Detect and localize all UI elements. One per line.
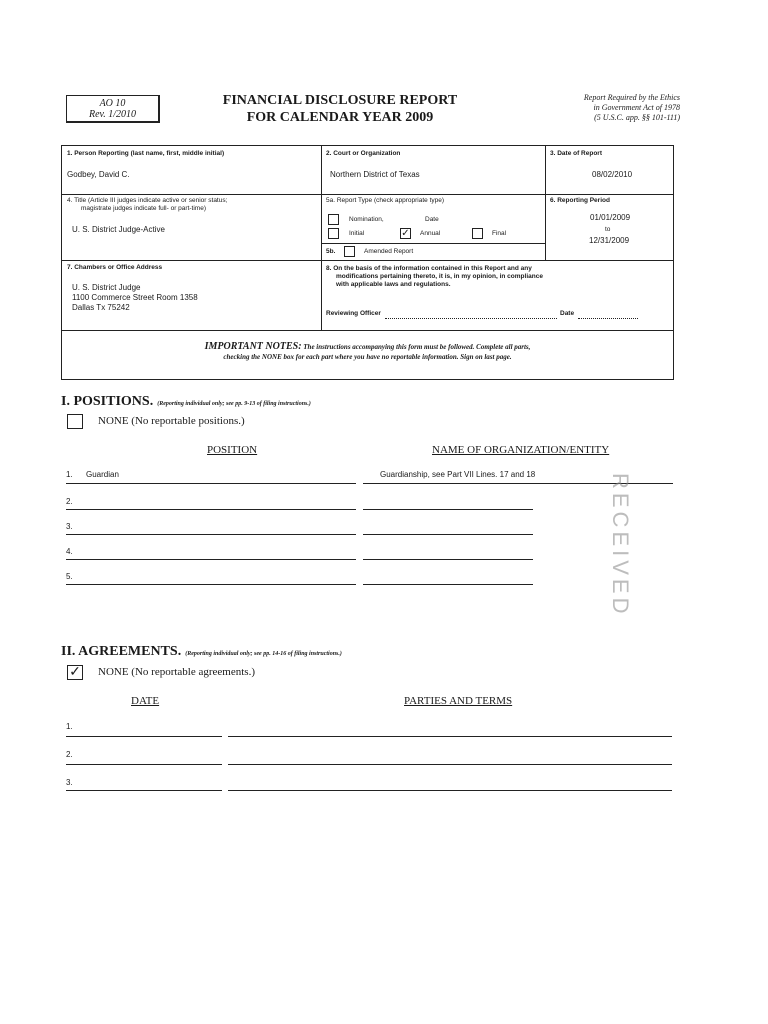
important-notes-text2: checking the NONE box for each part where you have no reportable information. Sign on last page. xyxy=(223,353,512,361)
position-row-num: 1. xyxy=(66,470,73,479)
agreement-date-line[interactable] xyxy=(66,736,222,737)
important-notes-text1: The instructions accompanying this form must be followed. Complete all parts, xyxy=(301,343,531,351)
report-info-table xyxy=(61,145,674,380)
agreements-heading xyxy=(61,642,342,660)
review-statement-3: with applicable laws and regulations. xyxy=(336,281,451,288)
agreements-none-checkbox[interactable] xyxy=(67,665,83,680)
report-title-line2: FOR CALENDAR YEAR 2009 xyxy=(246,110,434,125)
important-notes xyxy=(62,342,673,362)
position-row-num: 4. xyxy=(66,547,73,556)
annual-checkbox[interactable] xyxy=(400,228,411,239)
positions-title: I. POSITIONS. xyxy=(61,394,154,409)
position-row-line[interactable] xyxy=(66,559,356,560)
person-reporting-label: 1. Person Reporting (last name, first, middle initial) xyxy=(67,150,225,157)
reviewing-officer-field[interactable] xyxy=(385,318,557,319)
final-checkbox[interactable] xyxy=(472,228,483,239)
received-stamp: RECEIVED xyxy=(608,473,633,618)
position-row-line[interactable] xyxy=(66,509,356,510)
ethics-line3: (5 U.S.C. app. §§ 101-111) xyxy=(594,113,680,122)
amended-label: Amended Report xyxy=(364,248,414,255)
court-field[interactable]: Northern District of Texas xyxy=(330,170,420,179)
positions-none-label: NONE (No reportable positions.) xyxy=(98,415,245,427)
form-revision: Rev. 1/2010 xyxy=(88,109,137,120)
review-date-label: Date xyxy=(560,310,575,317)
nomination-label: Nomination, xyxy=(349,216,384,223)
organization-column-header: NAME OF ORGANIZATION/ENTITY xyxy=(432,444,610,456)
position-row-num: 5. xyxy=(66,572,73,581)
final-label: Final xyxy=(492,230,507,237)
person-reporting-field[interactable]: Godbey, David C. xyxy=(67,170,130,179)
organization-row-line[interactable] xyxy=(363,559,533,560)
agreement-row-num: 3. xyxy=(66,778,73,787)
title-field[interactable]: U. S. District Judge-Active xyxy=(72,225,165,234)
annual-label: Annual xyxy=(420,230,441,237)
report-type-label: 5a. Report Type (check appropriate type) xyxy=(326,197,445,204)
position-row-line[interactable] xyxy=(66,534,356,535)
position-column-header: POSITION xyxy=(207,444,258,456)
positions-note: (Reporting individual only; see pp. 9-13 of filing instructions.) xyxy=(157,401,311,407)
reviewing-officer-label: Reviewing Officer xyxy=(326,310,381,317)
reporting-period-label: 6. Reporting Period xyxy=(550,197,610,204)
agreements-none-label: NONE (No reportable agreements.) xyxy=(98,666,255,678)
amended-prefix: 5b. xyxy=(326,248,336,255)
chambers-label: 7. Chambers or Office Address xyxy=(67,264,163,271)
agreements-note: (Reporting individual only; see pp. 14-16 of filing instructions.) xyxy=(185,651,342,657)
nomination-checkbox[interactable] xyxy=(328,214,339,225)
title-label-2: magistrate judges indicate full- or part-time) xyxy=(81,205,206,212)
annual-check-mark: ✓ xyxy=(401,228,410,239)
date-column-header: DATE xyxy=(131,695,160,707)
ethics-notice xyxy=(500,93,680,123)
organization-row-value[interactable]: Guardianship, see Part VII Lines. 17 and 18 xyxy=(380,470,536,479)
position-row-num: 3. xyxy=(66,522,73,531)
form-code: AO 10 xyxy=(99,98,126,109)
position-row-num: 2. xyxy=(66,497,73,506)
review-statement-1: 8. On the basis of the information contained in this Report and any xyxy=(326,265,532,272)
agreement-date-line[interactable] xyxy=(66,790,222,791)
agreement-parties-line[interactable] xyxy=(228,790,672,791)
agreement-row-num: 2. xyxy=(66,750,73,759)
report-title xyxy=(190,92,490,126)
agreement-parties-line[interactable] xyxy=(228,764,672,765)
positions-heading xyxy=(61,392,311,410)
parties-column-header: PARTIES AND TERMS xyxy=(404,695,513,707)
initial-label: Initial xyxy=(349,230,365,237)
agreements-none-check-mark: ✓ xyxy=(69,665,81,680)
agreement-date-line[interactable] xyxy=(66,764,222,765)
date-of-report-label: 3. Date of Report xyxy=(550,150,603,157)
position-row-line xyxy=(66,483,356,484)
initial-checkbox[interactable] xyxy=(328,228,339,239)
nomination-date-label: Date xyxy=(425,216,439,223)
period-end-field[interactable]: 12/31/2009 xyxy=(589,236,630,245)
review-date-field[interactable] xyxy=(578,318,638,319)
ethics-line2: in Government Act of 1978 xyxy=(593,103,680,112)
position-row-line[interactable] xyxy=(66,584,356,585)
positions-none-checkbox[interactable] xyxy=(67,414,83,429)
review-statement-2: modifications pertaining thereto, it is, in my opinion, in compliance xyxy=(336,273,543,280)
agreements-title: II. AGREEMENTS. xyxy=(61,644,182,659)
form-code-box xyxy=(66,95,160,123)
chambers-line1[interactable]: U. S. District Judge xyxy=(72,283,141,292)
court-label: 2. Court or Organization xyxy=(326,150,401,157)
important-notes-lead: IMPORTANT NOTES: xyxy=(204,341,302,352)
organization-row-line[interactable] xyxy=(363,584,533,585)
agreement-parties-line[interactable] xyxy=(228,736,672,737)
title-label-1: 4. Title (Article III judges indicate active or senior status; xyxy=(67,197,228,204)
period-to-label: to xyxy=(605,226,611,233)
ethics-line1: Report Required by the Ethics xyxy=(583,93,680,102)
amended-checkbox[interactable] xyxy=(344,246,355,257)
organization-row-line[interactable] xyxy=(363,509,533,510)
period-start-field[interactable]: 01/01/2009 xyxy=(590,213,631,222)
date-of-report-field[interactable]: 08/02/2010 xyxy=(592,170,633,179)
position-row-value[interactable]: Guardian xyxy=(86,470,119,479)
chambers-line3[interactable]: Dallas Tx 75242 xyxy=(72,303,130,312)
agreement-row-num: 1. xyxy=(66,722,73,731)
report-title-line1: FINANCIAL DISCLOSURE REPORT xyxy=(222,93,458,108)
chambers-line2[interactable]: 1100 Commerce Street Room 1358 xyxy=(72,293,198,302)
organization-row-line[interactable] xyxy=(363,534,533,535)
